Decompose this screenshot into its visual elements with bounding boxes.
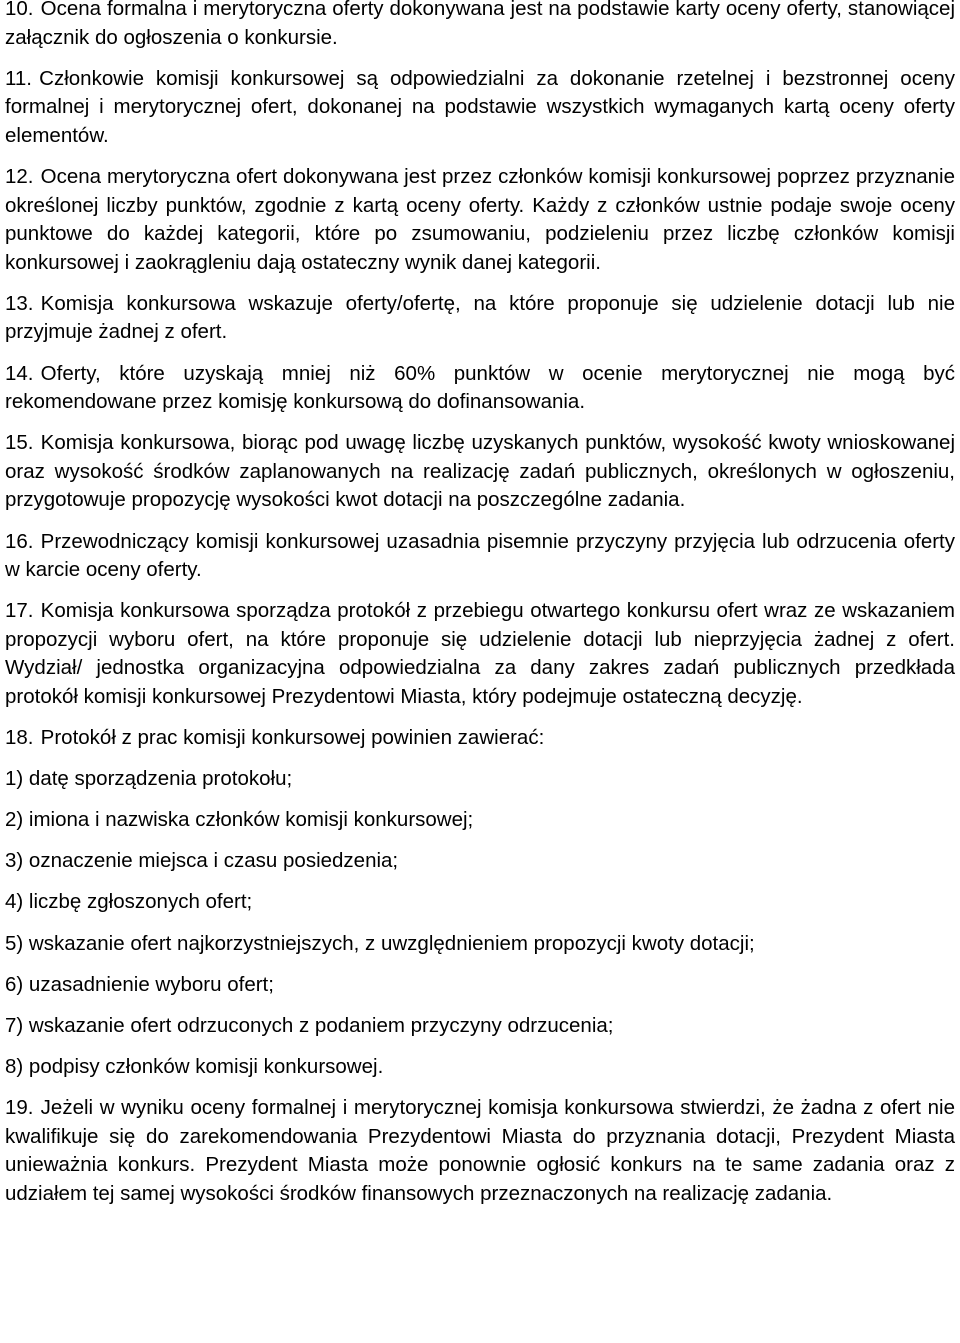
document-page bbox=[5, 0, 955, 1208]
paragraph-text: Komisja konkursowa, biorąc pod uwagę liczbę uzyskanych punktów, wysokość kwoty wnioskowanej oraz wysokość środków zaplanowanych na realizację zadań publicznych, określonych w ogłoszeniu, przygotowuje propozycję wysokości kwot dotacji na poszczególne zadania. bbox=[5, 431, 955, 512]
paragraph-number: 18. bbox=[5, 726, 34, 750]
list-item: 3) oznaczenie miejsca i czasu posiedzenia; bbox=[5, 849, 399, 873]
paragraph-text: Przewodniczący komisji konkursowej uzasadnia pisemnie przyczyny przyjęcia lub odrzucenia oferty w karcie oceny oferty. bbox=[5, 529, 955, 582]
paragraph-number: 13. bbox=[5, 291, 34, 315]
list-item: 2) imiona i nazwiska członków komisji konkursowej; bbox=[5, 808, 474, 832]
paragraph-text: Ocena formalna i merytoryczna oferty dokonywana jest na podstawie karty oceny oferty, stanowiącej załącznik do ogłoszenia o konkursie. bbox=[5, 0, 955, 49]
protocol-list bbox=[5, 765, 955, 1081]
paragraph-11 bbox=[5, 65, 955, 151]
paragraph-text: Komisja konkursowa sporządza protokół z przebiegu otwartego konkursu ofert wraz ze wskazaniem propozycji wyboru ofert, na które proponuje się udzielenie dotacji lub nieprzyjęcia żadnej z ofert. Wydział/ jednostka organizacyjna odpowiedzialna za dany zakres zadań publicznych przedkłada protokół komisji konkursowej Prezydentowi Miasta, który podejmuje ostateczną decyzję. bbox=[5, 599, 955, 708]
list-item: 1) datę sporządzenia protokołu; bbox=[5, 767, 293, 791]
paragraph-13 bbox=[5, 290, 955, 347]
paragraph-number: 14. bbox=[5, 361, 34, 385]
paragraph-text: Ocena merytoryczna ofert dokonywana jest przez członków komisji konkursowej poprzez przyznanie określonej liczby punktów, zgodnie z kartą oceny oferty. Każdy z członków ustnie podaje swoje oceny punktowe do każdej kategorii, które po zsumowaniu, podzieleniu przez liczbę członków komisji konkursowej i zaokrągleniu dają ostateczny wynik danej kategorii. bbox=[5, 164, 955, 274]
paragraph-text: Komisja konkursowa wskazuje oferty/ofertę, na które proponuje się udzielenie dotacji lub nie przyjmuje żadnej z ofert. bbox=[5, 291, 955, 344]
list-item: 7) wskazanie ofert odrzuconych z podaniem przyczyny odrzucenia; bbox=[5, 1013, 614, 1037]
paragraph-text: Członkowie komisji konkursowej są odpowiedzialni za dokonanie rzetelnej i bezstronnej oceny formalnej i merytorycznej ofert, dokonanej na podstawie wszystkich wymaganych kartą oceny oferty elementów. bbox=[5, 66, 955, 147]
paragraph-14 bbox=[5, 360, 955, 417]
list-item: 5) wskazanie ofert najkorzystniejszych, z uwzględnieniem propozycji kwoty dotacji; bbox=[5, 931, 755, 955]
paragraph-text: Jeżeli w wyniku oceny formalnej i merytorycznej komisja konkursowa stwierdzi, że żadna z ofert nie kwalifikuje się do zarekomendowania Prezydentowi Miasta do przyznania dotacji, Prezydent Miasta unieważnia konkurs. Prezydent Miasta może ponownie ogłosić konkurs na te same zadania oraz z udziałem tej samej wysokości środków finansowych przeznaczonych na realizację zadania. bbox=[5, 1095, 955, 1205]
list-item: 6) uzasadnienie wyboru ofert; bbox=[5, 972, 274, 996]
list-item: 4) liczbę zgłoszonych ofert; bbox=[5, 890, 253, 914]
paragraph-number: 16. bbox=[5, 529, 34, 553]
paragraph-10 bbox=[5, 0, 955, 52]
paragraph-number: 10. bbox=[5, 0, 34, 20]
paragraph-number: 15. bbox=[5, 431, 34, 455]
paragraph-18 bbox=[5, 724, 955, 753]
list-item: 8) podpisy członków komisji konkursowej. bbox=[5, 1054, 384, 1078]
paragraph-16 bbox=[5, 528, 955, 585]
paragraph-number: 11. bbox=[5, 66, 32, 90]
paragraph-text: Oferty, które uzyskają mniej niż 60% punktów w ocenie merytorycznej nie mogą być rekomendowane przez komisję konkursową do dofinansowania. bbox=[5, 361, 955, 414]
paragraph-17 bbox=[5, 597, 955, 711]
paragraph-text: Protokół z prac komisji konkursowej powinien zawierać: bbox=[40, 726, 545, 750]
paragraph-number: 12. bbox=[5, 164, 34, 188]
paragraph-number: 19. bbox=[5, 1095, 34, 1119]
paragraph-number: 17. bbox=[5, 599, 34, 623]
paragraph-12 bbox=[5, 163, 955, 277]
paragraph-15 bbox=[5, 429, 955, 515]
paragraph-19 bbox=[5, 1094, 955, 1208]
